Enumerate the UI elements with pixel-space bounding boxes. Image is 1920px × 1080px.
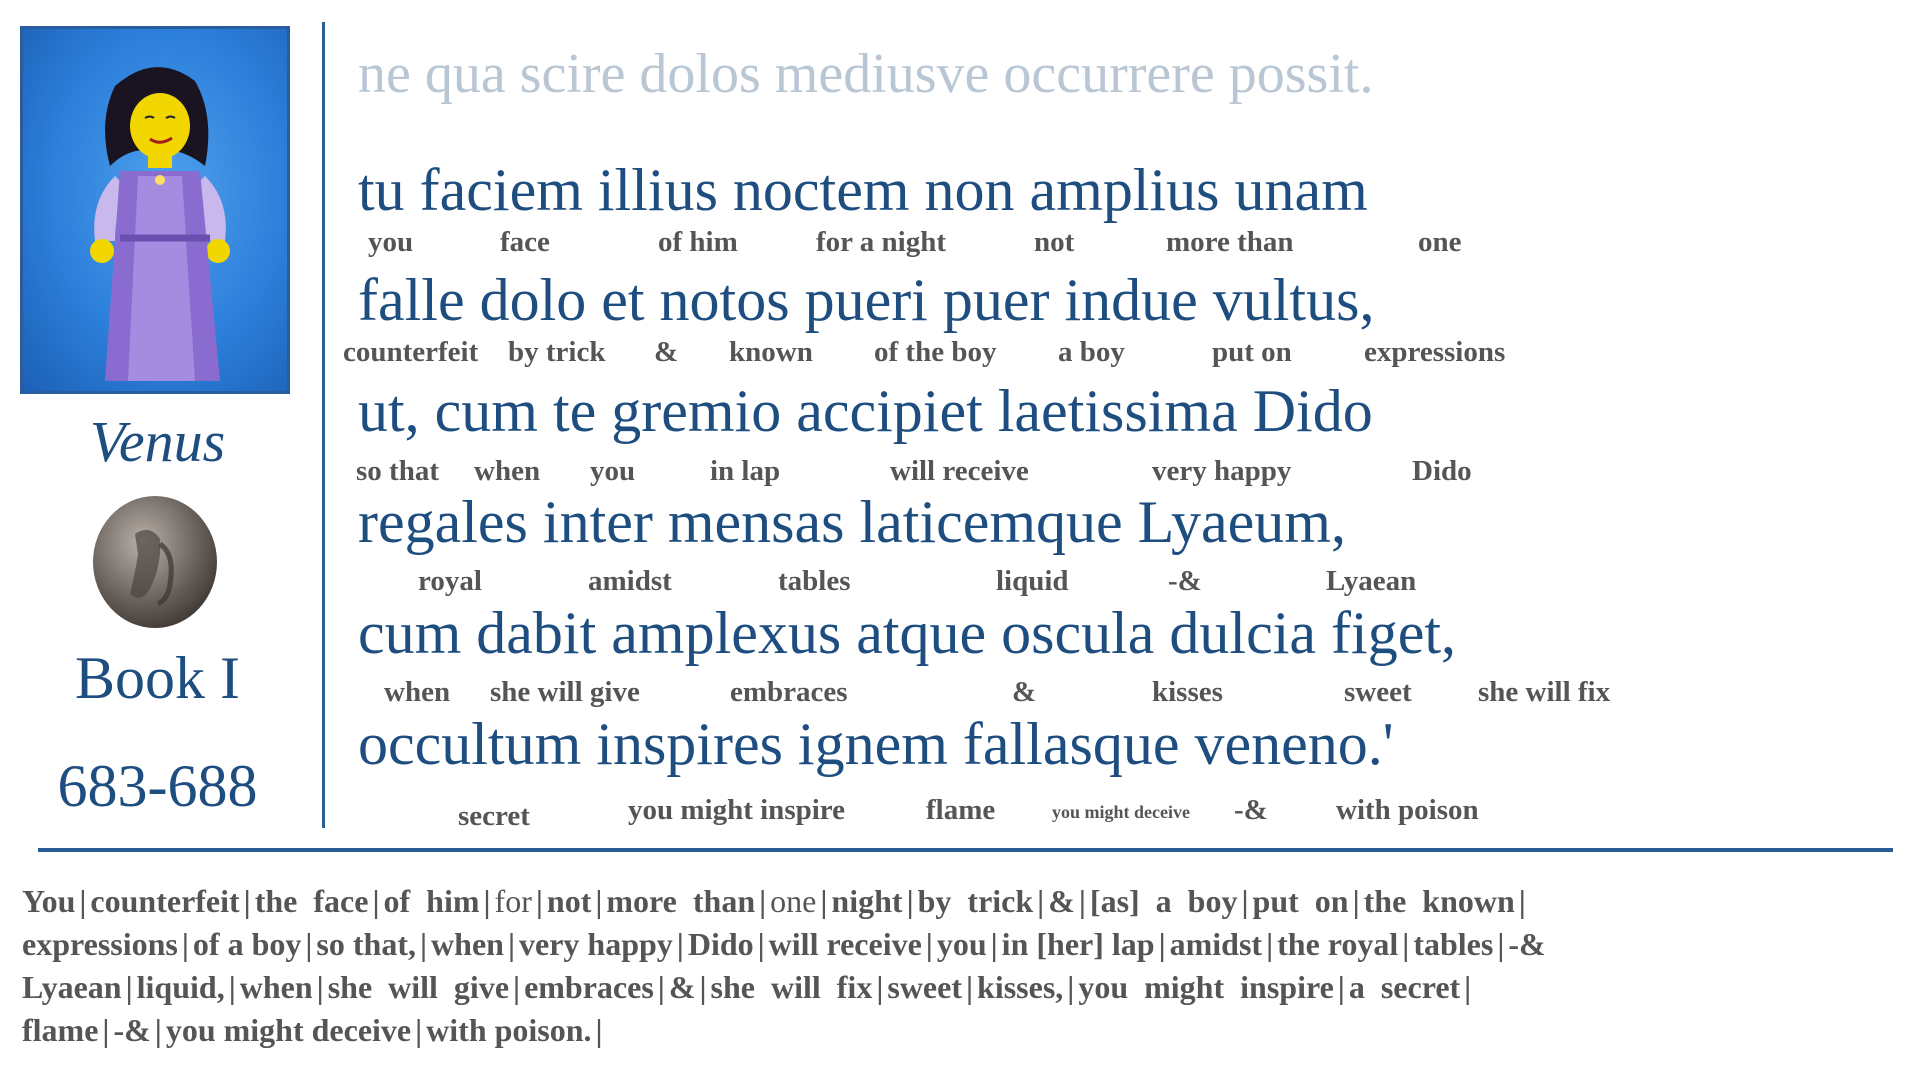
gloss: you: [368, 226, 414, 258]
gloss: sweet: [1344, 676, 1412, 708]
gloss: &: [1012, 676, 1037, 708]
gloss: &: [654, 336, 679, 368]
translation-segment: by trick: [917, 883, 1034, 919]
translation-segment: for: [494, 883, 532, 919]
translation-segment: a secret: [1348, 969, 1461, 1005]
translation-segment: the royal: [1277, 926, 1399, 962]
roman-coin-image: [90, 494, 220, 630]
translation-segment: [as] a boy: [1089, 883, 1238, 919]
translation-segment: embraces: [524, 969, 654, 1005]
gloss: -&: [1234, 794, 1268, 826]
translation-segment: of him: [383, 883, 480, 919]
translation-segment: of a boy: [192, 926, 302, 962]
gloss: known: [729, 336, 813, 368]
gloss: very happy: [1152, 455, 1292, 487]
gloss: embraces: [730, 676, 848, 708]
translation-segment: kisses,: [977, 969, 1064, 1005]
gloss: she will give: [490, 676, 640, 708]
gloss: more than: [1166, 226, 1294, 258]
gloss: by trick: [508, 336, 606, 368]
gloss: kisses: [1152, 676, 1223, 708]
translation-segment: &: [1048, 883, 1075, 919]
gloss: so that: [356, 455, 439, 487]
gloss: counterfeit: [343, 336, 479, 368]
venus-minifigure-image: [20, 26, 290, 394]
gloss: secret: [458, 800, 530, 832]
gloss: not: [1034, 226, 1075, 258]
translation-segment: liquid,: [136, 969, 225, 1005]
translation-segment: -&: [1508, 926, 1546, 962]
translation-segment: the face: [254, 883, 369, 919]
translation-segment: counterfeit: [90, 883, 240, 919]
gloss: in lap: [710, 455, 781, 487]
gloss: liquid: [996, 565, 1069, 597]
latin-line-5: cum dabit amplexus atque oscula dulcia figet,: [358, 600, 1456, 666]
gloss: royal: [418, 565, 482, 597]
gloss: flame: [926, 794, 996, 826]
gloss: she will fix: [1478, 676, 1611, 708]
translation-segment: Dido: [687, 926, 754, 962]
book-label: Book I: [75, 645, 240, 711]
translation-segment: when: [239, 969, 313, 1005]
translation-segment: amidst: [1169, 926, 1263, 962]
gloss: Lyaean: [1326, 565, 1417, 597]
vertical-divider: [322, 22, 325, 828]
translation-segment: you might inspire: [1078, 969, 1334, 1005]
gloss: for a night: [816, 226, 946, 258]
gloss: you might deceive: [1052, 802, 1190, 822]
translation-segment: she will give: [327, 969, 510, 1005]
translation-segment: so that,: [316, 926, 416, 962]
gloss: one: [1418, 226, 1462, 258]
horizontal-divider: [38, 848, 1893, 852]
translation-segment: in [her] lap: [1001, 926, 1155, 962]
translation-segment: the known: [1363, 883, 1515, 919]
translation-segment: more than: [606, 883, 756, 919]
translation-segment: not: [546, 883, 592, 919]
translation-segment: with poison.: [426, 1012, 592, 1048]
translation-segment: very happy: [518, 926, 673, 962]
latin-line-4: regales inter mensas laticemque Lyaeum,: [358, 489, 1346, 555]
latin-line-2: falle dolo et notos pueri puer indue vultus,: [358, 267, 1375, 333]
translation-segment: when: [431, 926, 504, 962]
gloss: Dido: [1412, 455, 1472, 487]
latin-line-1: tu faciem illius noctem non amplius unam: [358, 157, 1368, 223]
gloss: put on: [1212, 336, 1292, 368]
english-translation: You | counterfeit | the face | of him | for | not | more than | one | night | by trick | & | [as] a boy | put on | the known | expressions | of a boy | so that, | when | very happy | Dido | will receive | you | in [her] lap | amidst | the royal | tables | -& Lyaean | liquid, | when | she will give | embraces | & | she will fix | sweet | kisses, | you might inspire | a secret | flame | -& | you might deceive | with poison. |: [22, 883, 1546, 1048]
translation-segment: tables: [1413, 926, 1494, 962]
gloss: when: [384, 676, 451, 708]
gloss: of him: [658, 226, 738, 258]
translation-segment: Lyaean: [22, 969, 122, 1005]
translation-segment: she will fix: [710, 969, 873, 1005]
gloss: amidst: [588, 565, 672, 597]
character-name: Venus: [89, 409, 226, 474]
translation-segment: sweet: [887, 969, 962, 1005]
gloss: tables: [778, 565, 851, 597]
latin-line-3: ut, cum te gremio accipiet laetissima Dido: [358, 378, 1373, 444]
translation-segment: night: [831, 883, 903, 919]
translation-segment: you: [936, 926, 987, 962]
gloss: -&: [1168, 565, 1202, 597]
translation-segment: flame: [22, 1012, 99, 1048]
gloss: will receive: [890, 455, 1029, 487]
gloss: a boy: [1058, 336, 1125, 368]
translation-segment: you might deceive: [165, 1012, 412, 1048]
translation-segment: You: [22, 883, 76, 919]
gloss: you might inspire: [628, 794, 846, 826]
translation-segment: put on: [1252, 883, 1349, 919]
translation-segment: will receive: [768, 926, 922, 962]
gloss: expressions: [1364, 336, 1506, 368]
gloss: when: [474, 455, 541, 487]
line-range: 683-688: [57, 753, 258, 819]
gloss: of the boy: [874, 336, 997, 368]
gloss: face: [500, 226, 550, 258]
translation-segment: expressions: [22, 926, 178, 962]
previous-line: ne qua scire dolos mediusve occurrere possit.: [358, 43, 1374, 105]
translation-segment: one: [770, 883, 817, 919]
gloss: with poison: [1336, 794, 1479, 826]
translation-segment: -&: [113, 1012, 151, 1048]
translation-segment: &: [668, 969, 696, 1005]
gloss: you: [590, 455, 636, 487]
latin-line-6: occultum inspires ignem fallasque veneno.': [358, 711, 1394, 777]
